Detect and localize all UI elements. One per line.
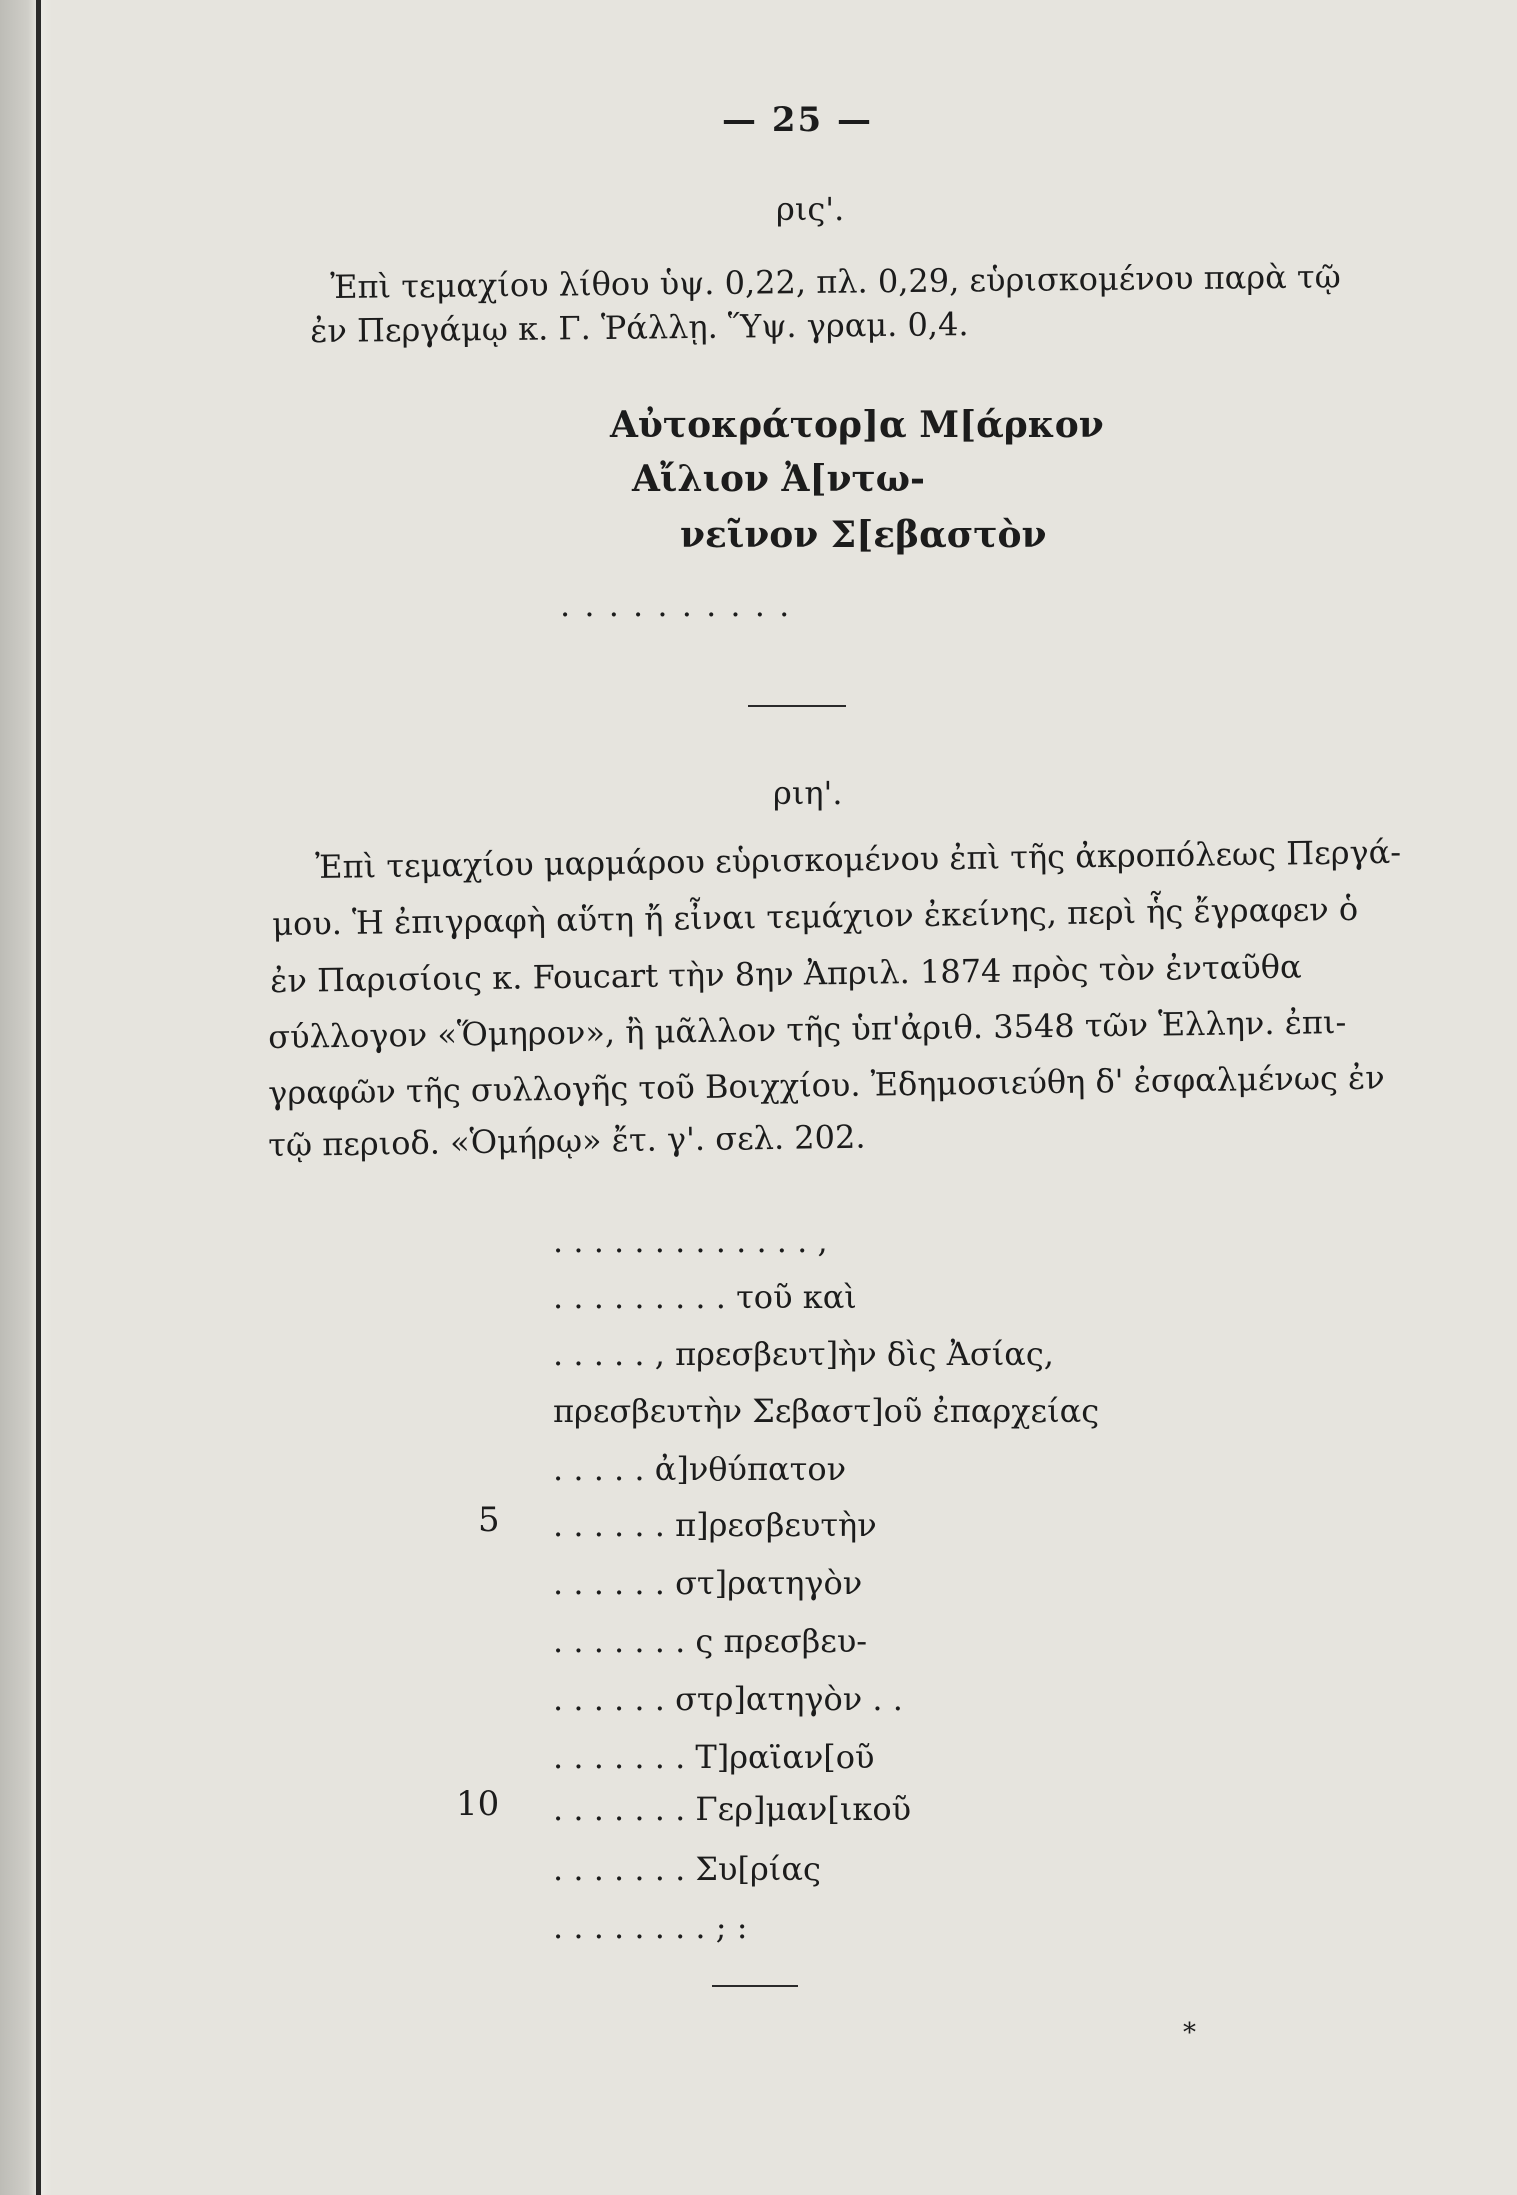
end-divider: [712, 1985, 798, 1987]
inscription-text-line: . . . . . ἀ]νθύπατον: [553, 1450, 847, 1488]
inscription-text-line: . . . . . . . ς πρεσβευ-: [553, 1622, 868, 1660]
section-heading-2: ριη'.: [773, 774, 843, 812]
section-heading-1: ρις'.: [776, 190, 845, 228]
description-line: ἐν Περγάμῳ κ. Γ. Ῥάλλῃ. Ὕψ. γραμ. 0,4.: [310, 305, 969, 350]
inscription-text-line: . . . . . . . Τ]ραϊαν[οῦ: [553, 1738, 875, 1776]
footnote-mark: *: [1183, 2018, 1196, 2048]
gutter-line: [36, 0, 41, 2195]
page-number: — 25 —: [722, 100, 873, 140]
book-spine-shadow: [0, 0, 52, 2195]
inscription-text-line: πρεσβευτὴν Σεβαστ]οῦ ἐπαρχείας: [553, 1392, 1100, 1430]
inscription-text-line: . . . . . . π]ρεσβευτὴν: [553, 1506, 877, 1544]
description-line: γραφῶν τῆς συλλογῆς τοῦ Βοιχχίου. Ἐδημοσιεύθη δ' ἐσφαλμένως ἐν: [268, 1058, 1385, 1112]
inscription-text-line: . . . . . . . . . . . . . ,: [553, 1222, 828, 1260]
description-line: ἐν Παρισίοις κ. Foucart τὴν 8ην Ἀπριλ. 1874 πρὸς τὸν ἐνταῦθα: [270, 947, 1302, 1000]
description-line: Ἐπὶ τεμαχίου μαρμάρου εὑρισκομένου ἐπὶ τῆς ἀκροπόλεως Περγά-: [315, 832, 1402, 886]
inscription-text-line: Αἴλιον Ἀ[ντω-: [632, 458, 925, 500]
inscription-text-line: . . . . . , πρεσβευτ]ὴν δὶς Ἀσίας,: [553, 1335, 1054, 1373]
description-line: Ἐπὶ τεμαχίου λίθου ὑψ. 0,22, πλ. 0,29, εὑρισκομένου παρὰ τῷ: [330, 257, 1341, 306]
inscription-lacuna-line: . . . . . . . . . .: [560, 586, 792, 624]
description-line: μου. Ἡ ἐπιγραφὴ αὕτη ἤ εἶναι τεμάχιον ἐκείνης, περὶ ἧς ἔγραφεν ὁ: [272, 889, 1359, 943]
inscription-text-line: . . . . . . . Γερ]μαν[ικοῦ: [553, 1790, 912, 1828]
inscription-text-line: . . . . . . στρ]ατηγὸν . .: [553, 1680, 903, 1718]
inscription-text-line: . . . . . . . . ; :: [553, 1908, 748, 1946]
inscription-text-line: . . . . . . . Συ[ρίας: [553, 1850, 821, 1888]
inscription-text-line: . . . . . . . . . τοῦ καὶ: [553, 1278, 857, 1316]
description-line: σύλλογον «Ὅμηρον», ἢ μᾶλλον τῆς ὑπ'ἀριθ. 3548 τῶν Ἑλλην. ἐπι-: [268, 1002, 1347, 1056]
inscription-text-line: Αὐτοκράτορ]α Μ[άρκον: [610, 404, 1104, 446]
line-number: 10: [456, 1784, 500, 1824]
line-number: 5: [478, 1500, 500, 1540]
description-line: τῷ περιοδ. «Ὁμήρῳ» ἔτ. γ'. σελ. 202.: [268, 1117, 866, 1164]
section-divider: [748, 705, 846, 707]
inscription-text-line: νεῖνον Σ[εβαστὸν: [680, 514, 1047, 556]
inscription-text-line: . . . . . . στ]ρατηγὸν: [553, 1564, 863, 1602]
